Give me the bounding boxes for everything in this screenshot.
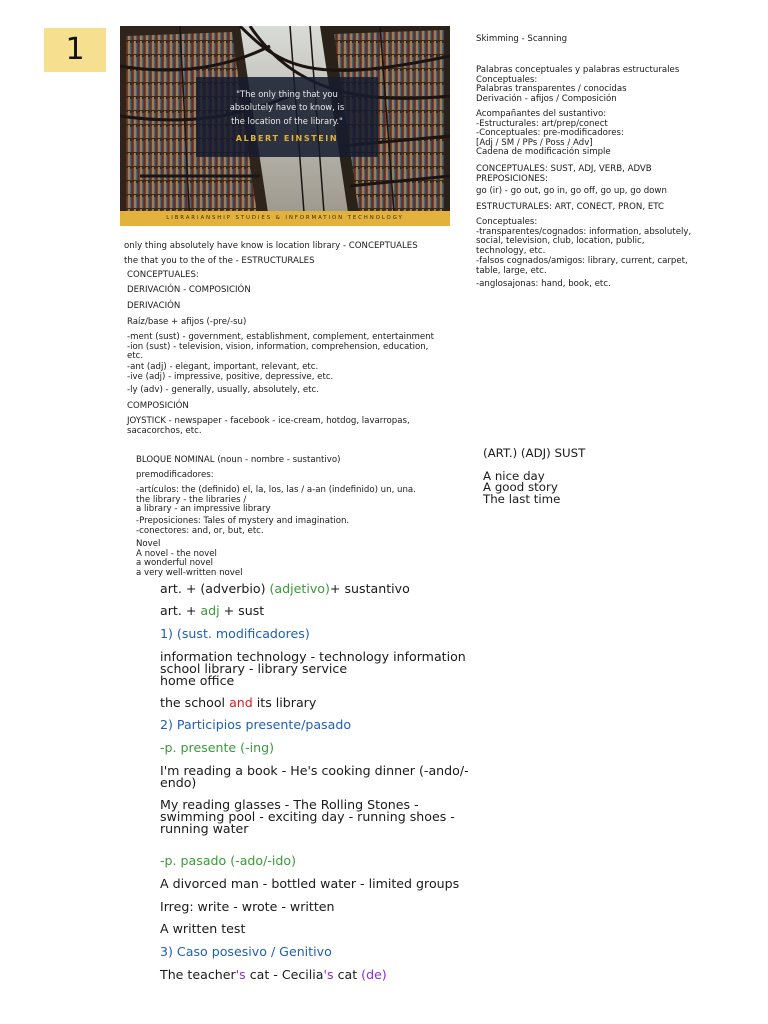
- ing-adjective-examples: My reading glasses - The Rolling Stones - swimming pool - exciting day - running shoes - running water: [160, 797, 455, 837]
- heading-caso-posesivo: 3) Caso posesivo / Genitivo: [160, 944, 332, 959]
- heading-pasado-ado-ido: -p. pasado (-ado/-ido): [160, 853, 297, 868]
- suffix-ly-line: -ly (adv) - generally, usually, absolutely, etc.: [127, 385, 319, 395]
- heading-presente-ing: -p. presente (-ing): [160, 740, 275, 755]
- estructurales-example: the that you to the of the - ESTRUCTURALES: [124, 256, 315, 266]
- suffix-ant-ive-block: -ant (adj) - elegant, important, relevant, etc. -ive (adj) - impressive, positive, depressive, etc.: [127, 362, 334, 382]
- anglosajonas-line: -anglosajonas: hand, book, etc.: [476, 279, 611, 289]
- acompanantes-block: Acompañantes del sustantivo: -Estructurales: art/prep/conect -Conceptuales: pre-modificadores: [Adj / SM / PPs / Poss / Adv] Cadena de modificación simple: [476, 109, 624, 158]
- premodificadores-label: premodificadores:: [136, 470, 214, 480]
- pasado-examples: A divorced man - bottled water - limited groups: [160, 876, 460, 891]
- written-test-line: A written test: [160, 921, 246, 936]
- genitive-examples: The teacher's cat - Cecilia's cat (de): [160, 967, 387, 982]
- derivacion-label: DERIVACIÓN: [127, 301, 181, 311]
- skimming-heading: Skimming - Scanning: [476, 34, 568, 44]
- school-and-library-line: the school and its library: [160, 695, 317, 710]
- heading-participios: 2) Participios presente/pasado: [160, 717, 352, 732]
- composicion-examples: JOYSTICK - newspaper - facebook - ice-cream, hotdog, lavarropas, sacacorchos, etc.: [127, 416, 410, 436]
- falsos-cognados-block: -falsos cognados/amigos: library, current, carpet, table, large, etc.: [476, 256, 688, 276]
- formula-art-adv-adj-sust: art. + (adverbio) (adjetivo)+ sustantivo: [160, 581, 410, 596]
- einstein-quote: "The only thing that you absolutely have to know, is the location of the library.": [229, 89, 345, 126]
- heading-sust-modificadores: 1) (sust. modificadores): [160, 626, 310, 641]
- cognados-block: Conceptuales: -transparentes/cognados: information, absolutely, social, television, club, location, public, technology, etc.: [476, 217, 692, 256]
- conceptuales-categories: CONCEPTUALES: SUST, ADJ, VERB, ADVB PREPOSICIONES:: [476, 164, 652, 184]
- estructurales-categories: ESTRUCTURALES: ART, CONECT, PRON, ETC: [476, 202, 664, 212]
- conceptuales-example: only thing absolutely have know is location library - CONCEPTUALES: [124, 241, 418, 251]
- novel-examples: Novel A novel - the novel a wonderful novel a very well-written novel: [136, 539, 243, 578]
- page-number-badge: 1: [44, 28, 106, 72]
- irregular-verb-line: Irreg: write - wrote - written: [160, 899, 335, 914]
- phrasal-go-line: go (ir) - go out, go in, go off, go up, go down: [476, 186, 667, 196]
- art-adj-sust-examples: A nice day A good story The last time: [483, 469, 561, 506]
- conceptuales-label: CONCEPTUALES:: [127, 270, 199, 280]
- art-adj-sust-heading: (ART.) (ADJ) SUST: [483, 446, 586, 460]
- palabras-block: Palabras conceptuales y palabras estructurales Conceptuales: Palabras transparentes / conocidas Derivación - afijos / Composición: [476, 65, 680, 104]
- cover-band-text: LIBRARIANSHIP STUDIES & INFORMATION TECHNOLOGY: [166, 215, 404, 221]
- derivacion-composicion-label: DERIVACIÓN - COMPOSICIÓN: [127, 285, 251, 295]
- articulos-block: -artículos: the (definido) el, la, los, las / a-an (indefinido) un, una. the library - the libraries / a library - an impressive library: [136, 485, 416, 515]
- suffix-ment-ion-block: -ment (sust) - government, establishment, complement, entertainment -ion (sust) - television, vision, information, comprehension, education, etc.: [127, 332, 434, 362]
- preposiciones-block: -Preposiciones: Tales of mystery and imagination. -conectores: and, or, but, etc.: [136, 516, 350, 536]
- sust-modificadores-examples: information technology - technology information school library - library service home office: [160, 649, 466, 689]
- formula-art-adj-sust: art. + adj + sust: [160, 603, 265, 618]
- bloque-nominal-heading: BLOQUE NOMINAL (noun - nombre - sustantivo): [136, 455, 341, 465]
- quote-author: ALBERT EINSTEIN: [235, 134, 339, 143]
- raiz-afijos-line: Raíz/base + afijos (-pre/-su): [127, 317, 247, 327]
- presente-continuo-examples: I'm reading a book - He's cooking dinner (-ando/- endo): [160, 763, 469, 791]
- composicion-label: COMPOSICIÓN: [127, 401, 189, 411]
